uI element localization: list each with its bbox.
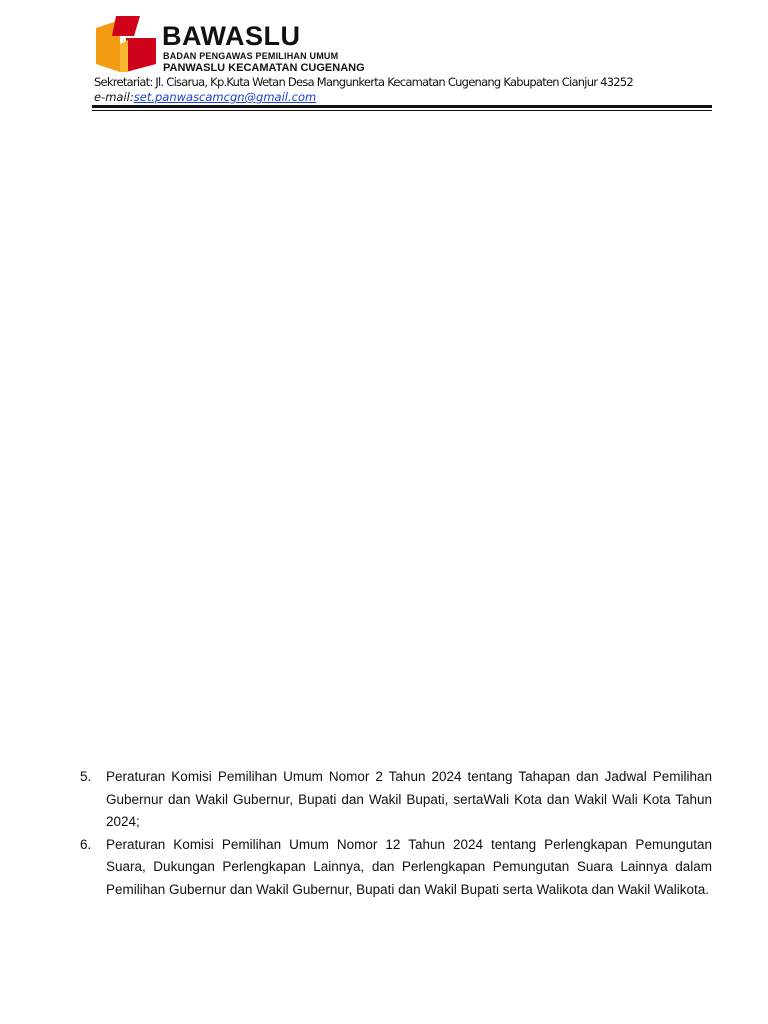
list-item-text: Peraturan Komisi Pemilihan Umum Nomor 2 Tahun 2024 tentang Tahapan dan Jadwal Pemilihan Gubernur dan Wakil Gubernur, Bupati dan Wakil Bupati, sertaWali Kota dan Wakil Wali Kota Tahun 2024; (106, 769, 712, 830)
header-rule-thin (92, 110, 712, 111)
org-unit: PANWASLU KECAMATAN CUGENANG (163, 62, 365, 74)
secretariat-address: Sekretariat: Jl. Cisarua, Kp.Kuta Wetan Desa Mangunkerta Kecamatan Cugenang Kabupaten Cianjur 43252 (94, 75, 633, 89)
list-item-number: 6. (80, 836, 92, 852)
list-item-number: 5. (80, 769, 92, 784)
list-item (80, 766, 712, 834)
letterhead (92, 12, 712, 112)
regulation-list (80, 766, 712, 902)
list-item-text: Peraturan Komisi Pemilihan Umum Nomor 12 Tahun 2024 tentang Perlengkapan Pemungutan Suara, Dukungan Perlengkapan Lainnya, dan Perlengkapan Pemungutan Suara Lainnya dalam Pemilihan Gubernur dan Wakil Gubernur, Bupati dan Wakil Bupati serta Walikota dan Wakil Walikota. (106, 836, 712, 897)
org-subtitle: BADAN PENGAWAS PEMILIHAN UMUM (163, 51, 339, 61)
list-item (80, 834, 712, 902)
email-line (94, 90, 316, 104)
org-name: BAWASLU (162, 21, 301, 51)
email-label: e-mail: (94, 90, 134, 104)
header-rule-thick (92, 105, 712, 108)
bawaslu-logo-icon (94, 14, 158, 76)
email-link[interactable]: set.panwascamcgn@gmail.com (133, 90, 317, 104)
